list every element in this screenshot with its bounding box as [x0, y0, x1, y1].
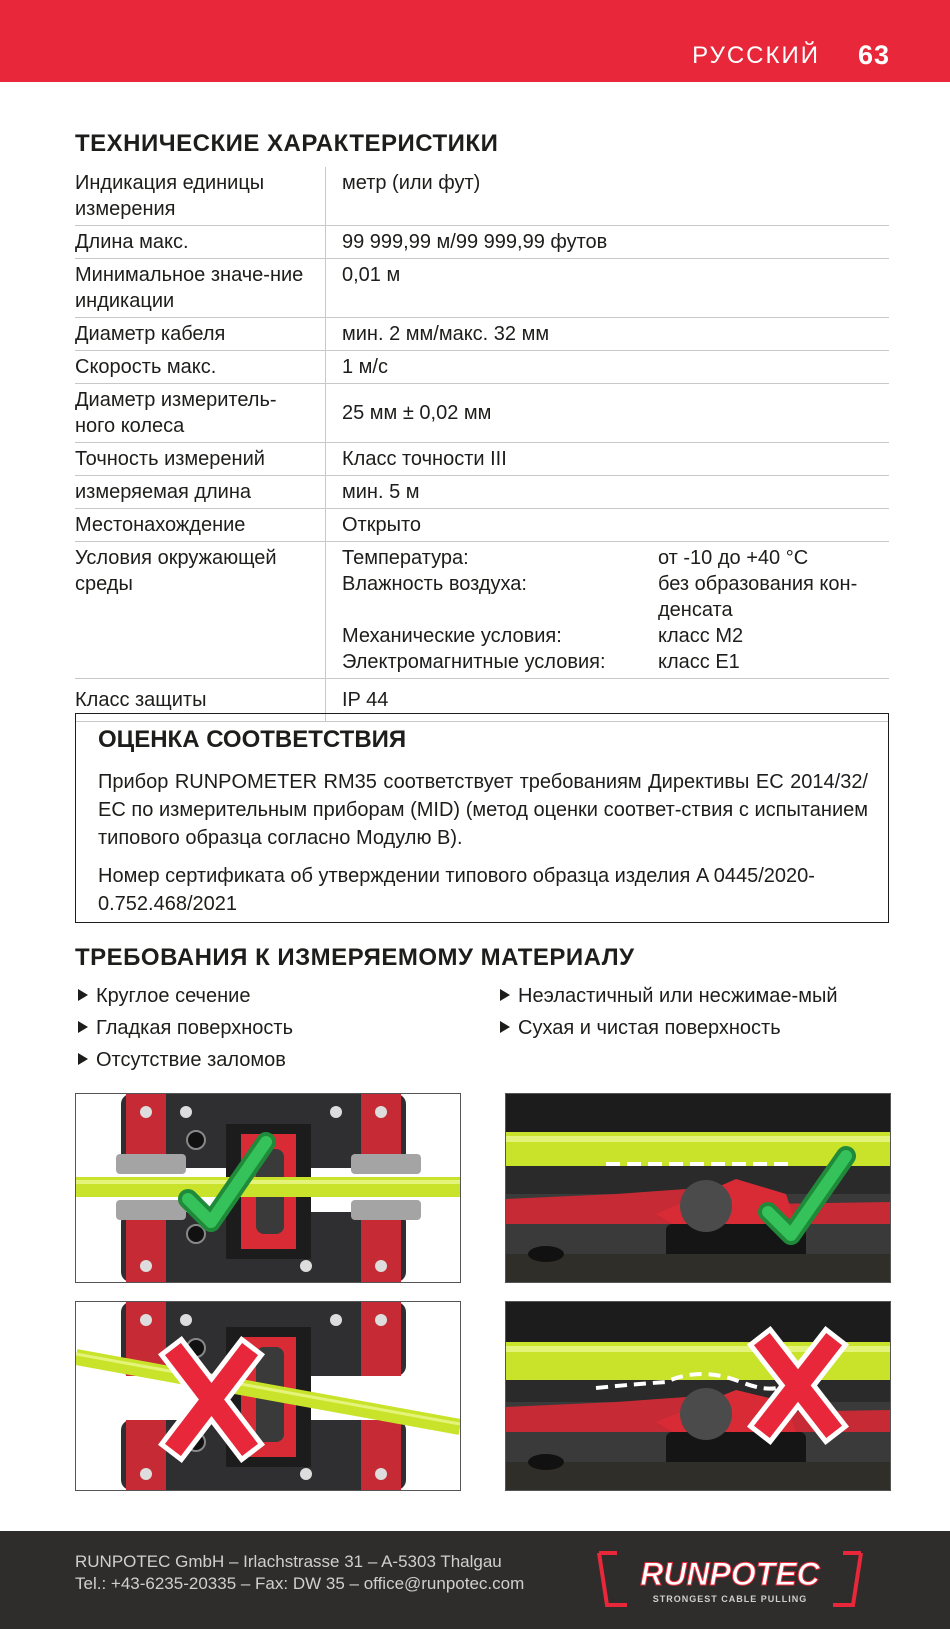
- spec-key: Условия окружающей среды: [75, 542, 326, 679]
- list-item: Отсутствие заломов: [78, 1044, 293, 1076]
- straight-cable-correct-image: [75, 1093, 461, 1283]
- env-label: Температура:: [342, 547, 469, 569]
- spec-key: Длина макс.: [75, 226, 326, 259]
- table-row: [75, 167, 889, 226]
- footer-address: [75, 1551, 524, 1595]
- conformity-title: ОЦЕНКА СООТВЕТСТВИЯ: [98, 726, 407, 753]
- spec-value: мин. 2 мм/макс. 32 мм: [326, 318, 890, 351]
- certificate-paragraph: Номер сертификата об утверждении типового образца изделия A 0445/2020-0.752.468/2021: [98, 865, 815, 915]
- bullet-triangle-icon: [78, 1053, 88, 1065]
- table-row: [75, 509, 889, 542]
- spec-key: Местонахождение: [75, 509, 326, 542]
- env-label: Влажность воздуха:: [342, 573, 527, 595]
- language-label: РУССКИЙ: [692, 42, 820, 69]
- cable-side-incorrect-image: [505, 1301, 891, 1491]
- runpotec-logo: [595, 1547, 865, 1611]
- env-value: без образования кон-денсата: [658, 573, 858, 621]
- table-row: [75, 226, 889, 259]
- table-row: [75, 476, 889, 509]
- spec-key: Индикация единицы измерения: [75, 167, 326, 226]
- spec-key: Точность измерений: [75, 443, 326, 476]
- list-item: Сухая и чистая поверхность: [500, 1012, 880, 1044]
- cable-side-correct-image: [505, 1093, 891, 1283]
- env-label: Электромагнитные условия:: [342, 651, 606, 673]
- bullet-triangle-icon: [500, 989, 510, 1001]
- page-number: 63: [857, 40, 890, 70]
- list-item: Круглое сечение: [78, 980, 293, 1012]
- requirements-list-right: [500, 980, 880, 1044]
- conformity-box: [75, 713, 889, 923]
- spec-value: 25 мм ± 0,02 мм: [326, 384, 890, 443]
- specs-table: [75, 167, 889, 722]
- spec-value: Открыто: [326, 509, 890, 542]
- footer: [0, 1531, 950, 1629]
- spec-key: Диаметр кабеля: [75, 318, 326, 351]
- table-row: [75, 542, 889, 679]
- table-row: [75, 318, 889, 351]
- bullet-triangle-icon: [78, 1021, 88, 1033]
- table-row: [75, 259, 889, 318]
- specs-title: ТЕХНИЧЕСКИЕ ХАРАКТЕРИСТИКИ: [75, 130, 499, 157]
- spec-key: Скорость макс.: [75, 351, 326, 384]
- requirements-title: ТРЕБОВАНИЯ К ИЗМЕРЯЕМОМУ МАТЕРИАЛУ: [75, 944, 635, 971]
- spec-value: 1 м/с: [326, 351, 890, 384]
- spec-value: 99 999,99 м/99 999,99 футов: [326, 226, 890, 259]
- logo-tagline: STRONGEST CABLE PULLING: [652, 1594, 808, 1604]
- env-value: класс М2: [658, 625, 744, 647]
- env-value: от -10 до +40 °C: [658, 547, 809, 569]
- spec-value: IP 44: [326, 679, 890, 722]
- logo-wordmark: RUNPOTEC: [640, 1556, 820, 1592]
- bullet-triangle-icon: [500, 1021, 510, 1033]
- table-row: [75, 384, 889, 443]
- spec-value: метр (или фут): [326, 167, 890, 226]
- spec-key: Диаметр измеритель-ного колеса: [75, 384, 326, 443]
- environment-conditions: [326, 542, 890, 679]
- requirements-list-left: [78, 980, 293, 1076]
- footer-address-line: RUNPOTEC GmbH – Irlachstrasse 31 – A-5303 Thalgau: [75, 1552, 502, 1571]
- footer-contact-line: Tel.: +43-6235-20335 – Fax: DW 35 – office@runpotec.com: [75, 1574, 525, 1593]
- env-value: класс Е1: [658, 651, 740, 673]
- env-label: Механические условия:: [342, 625, 562, 647]
- table-row: [75, 443, 889, 476]
- bullet-triangle-icon: [78, 989, 88, 1001]
- spec-value: 0,01 м: [326, 259, 890, 318]
- header-bar: [0, 0, 950, 82]
- conformity-paragraph: Прибор RUNPOMETER RM35 соответствует требованиям Директивы ЕС 2014/32/ЕС по измерительным приборам (MID) (метод оценки соответ-ствия с испытанием типового образца согласно Модулю B).: [98, 771, 868, 849]
- bent-cable-incorrect-image: [75, 1301, 461, 1491]
- spec-value: мин. 5 м: [326, 476, 890, 509]
- spec-key: Класс защиты: [75, 679, 326, 722]
- table-row: [75, 351, 889, 384]
- spec-key: Минимальное значе-ние индикации: [75, 259, 326, 318]
- spec-key: измеряемая длина: [75, 476, 326, 509]
- spec-value: Класс точности III: [326, 443, 890, 476]
- list-item: Неэластичный или несжимае-мый: [500, 980, 880, 1012]
- list-item: Гладкая поверхность: [78, 1012, 293, 1044]
